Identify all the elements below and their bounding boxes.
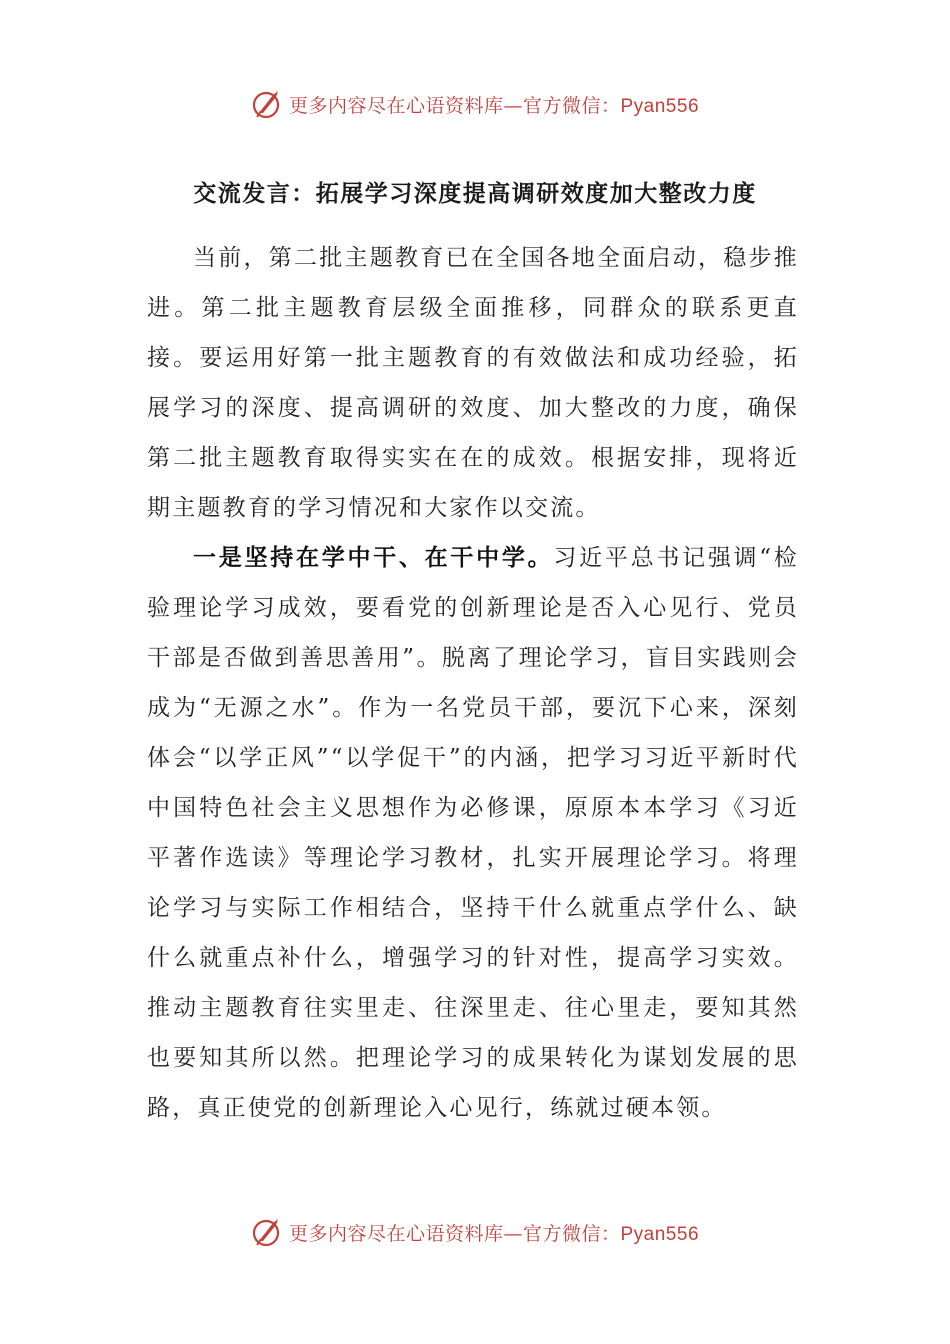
watermark-banner-bottom <box>0 1212 950 1252</box>
paragraph-intro <box>147 233 799 533</box>
quill-pen-logo-icon <box>251 87 285 121</box>
watermark-text: 更多内容尽在心语资料库—官方微信：Pyan556 <box>288 1222 700 1245</box>
document-body <box>147 233 799 1133</box>
paragraph-point-one <box>147 533 799 1133</box>
wechat-handle: Pyan556 <box>620 95 700 117</box>
paragraph-point-one-lead: 一是坚持在学中干、在干中学。 <box>193 544 554 571</box>
paragraph-intro-text: 当前，第二批主题教育已在全国各地全面启动，稳步推进。第二批主题教育层级全面推移，同群众的联系更直接。要运用好第一批主题教育的有效做法和成功经验，拓展学习的深度、提高调研的效度、加大整改的力度，确保第二批主题教育取得实实在在的成效。根据安排，现将近期主题教育的学习情况和大家作以交流。 <box>147 245 799 521</box>
paragraph-point-one-text: 习近平总书记强调“检验理论学习成效，要看党的创新理论是否入心见行、党员干部是否做到善思善用”。脱离了理论学习，盲目实践则会成为“无源之水”。作为一名党员干部，要沉下心来，深刻体会“以学正风”“以学促干”的内涵，把学习习近平新时代中国特色社会主义思想作为必修课，原原本本学习《习近平著作选读》等理论学习教材，扎实开展理论学习。将理论学习与实际工作相结合，坚持干什么就重点学什么、缺什么就重点补什么，增强学习的针对性，提高学习实效。推动主题教育往实里走、往深里走、往心里走，要知其然也要知其所以然。把理论学习的成果转化为谋划发展的思路，真正使党的创新理论入心见行，练就过硬本领。 <box>147 545 799 1121</box>
watermark-banner-top <box>0 84 950 124</box>
quill-pen-logo-icon <box>251 1215 285 1249</box>
wechat-handle: Pyan556 <box>620 1223 700 1245</box>
document-title: 交流发言：拓展学习深度提高调研效度加大整改力度 <box>193 180 757 207</box>
watermark-text: 更多内容尽在心语资料库—官方微信：Pyan556 <box>288 94 700 117</box>
